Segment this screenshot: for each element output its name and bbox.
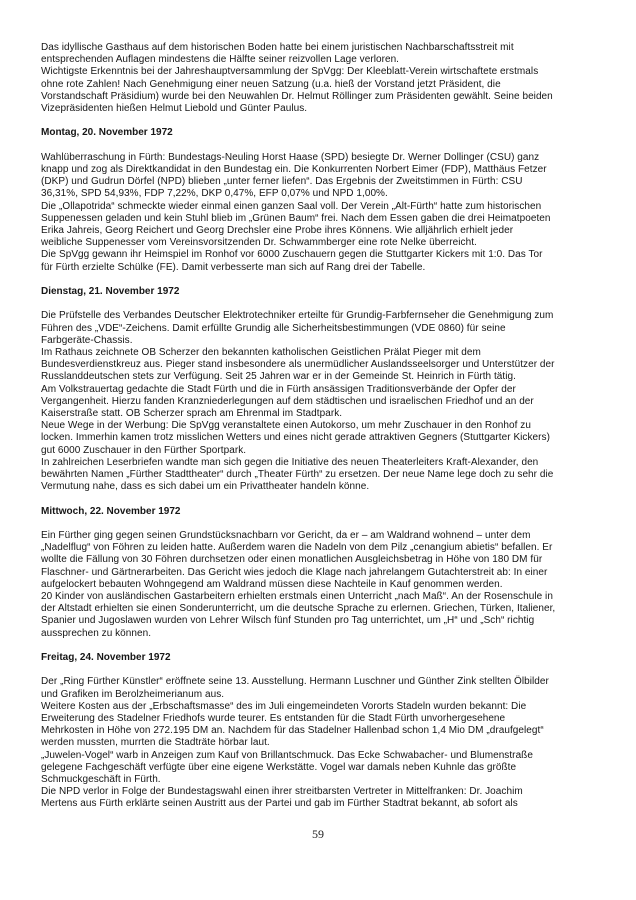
text-line: Der „Ring Fürther Künstler“ eröffnete seine 13. Ausstellung. Hermann Luschner und Günther Zink stellten Ölbilder (41, 676, 549, 688)
date-heading: Mittwoch, 22. November 1972 (41, 505, 181, 517)
text-line: „Juwelen-Vogel“ warb in Anzeigen zum Kauf von Brillantschmuck. Das Ecke Schwabacher- und Blumenstraße (41, 749, 533, 761)
text-line: Russlanddeutschen stets zur Verfügung. Seit 25 Jahren war er in der Gemeinde St. Heinrich in Fürth tätig. (41, 371, 516, 383)
text-line: gut 6000 Zuschauer in den Fürther Sportpark. (41, 444, 247, 456)
text-line: Die Prüfstelle des Verbandes Deutscher Elektrotechniker erteilte für Grundig-Farbfernseher die Genehmigung zum (41, 310, 554, 322)
text-line: (DKP) und Gudrun Dörfel (NPD) blieben „unter ferner liefen“. Das Ergebnis der Zweitstimmen in Fürth: CSU (41, 176, 523, 188)
text-line: Wahlüberraschung in Fürth: Bundestags-Neuling Horst Haase (SPD) besiegte Dr. Werner Dollinger (CSU) ganz (41, 151, 540, 163)
text-line: knapp und zog als Direktkandidat in den Bundestag ein. Die Konkurrenten Norbert Eimer (FDP), Matthäus Fetzer (41, 164, 547, 175)
text-line: Die NPD verlor in Folge der Bundestagswahl einen ihrer streitbarsten Vertreter in Mittelfranken: Dr. Joachim (41, 786, 523, 798)
text-line: gelegene Fachgeschäft verfügte über eine eigene Werkstätte. Vogel war damals neben Kuhnle das größte (41, 761, 517, 773)
text-line: Führen des „VDE“-Zeichens. Damit erfüllte Grundig alle Sicherheitsbestimmungen (VDE 0860) für seine (41, 322, 506, 334)
date-heading: Freitag, 24. November 1972 (41, 652, 171, 664)
text-line: Im Rathaus zeichnete OB Scherzer den bekannten katholischen Geistlichen Prälat Pieger mit dem (41, 347, 481, 359)
paragraph (41, 310, 598, 493)
text-line: Farbgeräte-Chassis. (41, 334, 133, 346)
text-line: Die „Ollapotrida“ schmeckte wieder einmal einen ganzen Saal voll. Der Verein „Alt-Fürth“ hatte zum historischen (41, 200, 542, 212)
text-line: Am Volkstrauertag gedachte die Stadt Fürth und die in Fürth ansässigen Traditionsverbände der Opfer der (41, 383, 516, 395)
text-line: Die SpVgg gewann ihr Heimspiel im Ronhof vor 6000 Zuschauern gegen die Stuttgarter Kickers mit 1:0. Das Tor (41, 249, 543, 261)
text-line: Vizepräsidenten hießen Helmut Liebold und Günter Paulus. (41, 103, 308, 115)
text-line: Suppenessen geladen und kein Stuhl blieb im „Grünen Baum“ frei. Nach dem Essen gaben die drei Heimatpoeten (41, 212, 551, 224)
text-line: Das idyllische Gasthaus auf dem historischen Boden hatte bei einem juristischen Nachbarschaftsstreit mit (41, 42, 514, 53)
text-line: Bundesverdienstkreuz aus. Pieger stand insbesondere als unermüdlicher Auslandsseelsorger und Unterstützer der (41, 359, 555, 371)
paragraph (41, 42, 598, 115)
text-line: Erweiterung des Stadelner Friedhofs wurde teurer. Es entstanden für die Stadt Fürth unvorhergesehene (41, 713, 506, 725)
document-content (41, 42, 598, 811)
text-line: Erika Jahreis, Georg Reichert und Georg Drechsler eine Probe ihres Könnens. Wie alljährlich erhielt jeder (41, 225, 514, 237)
text-line: 20 Kinder von ausländischen Gastarbeitern erhielten erstmals einen Unterricht „nach Maß“. An der Rosenschule in (41, 591, 553, 603)
text-line: der Altstadt erhielten sie einen Sonderunterricht, um die deutsche Sprache zu erlernen. Griechen, Türken, Italiener, (41, 603, 556, 615)
text-line: locken. Immerhin kamen trotz misslichen Wetters und eines nicht gerade attraktiven Gegners (Stuttgarter Kickers) (41, 432, 550, 444)
text-line: und Grafiken im Berolzheimerianum aus. (41, 688, 225, 700)
paragraph (41, 676, 598, 810)
text-line: werden mussten, murrten die Stadträte hörbar laut. (41, 737, 270, 749)
text-line: Neue Wege in der Werbung: Die SpVgg veranstaltete einen Autokorso, um mehr Zuschauer in den Ronhof zu (41, 420, 531, 432)
text-line: Wichtigste Erkenntnis bei der Jahreshauptversammlung der SpVgg: Der Kleeblatt-Verein wirtschaftete erstmals (41, 66, 539, 78)
text-line: für Fürth erzielte Schülke (FE). Damit verbesserte man sich auf Rang drei der Tabelle. (41, 261, 426, 273)
text-line: 36,31%, SPD 54,93%, FDP 7,22%, DKP 0,47%, EFP 0,07% und NPD 1,00%. (41, 188, 388, 200)
text-line: Schmuckgeschäft in Fürth. (41, 774, 161, 786)
text-line: Spanier und Jugoslawen wurden von Lehrer Wilsch fünf Stunden pro Tag unterrichtet, um „H“ und „Sch“ richtig (41, 615, 535, 627)
date-heading: Montag, 20. November 1972 (41, 127, 173, 139)
text-line: wollte die Fällung von 30 Föhren durchsetzen oder einen monatlichen Ausgleichsbetrag in Höhe von 180 DM für (41, 554, 543, 566)
text-line: aussprechen zu können. (41, 627, 152, 639)
text-line: weibliche Suppenesser vom Vereinsvorsitzenden Dr. Schwammberger eine rote Nelke überreicht. (41, 237, 477, 249)
text-line: Weitere Kosten aus der „Erbschaftsmasse“ des im Juli eingemeindeten Vororts Stadeln wurden bekannt: Die (41, 700, 527, 712)
text-line: In zahlreichen Leserbriefen wandte man sich gegen die Initiative des neuen Theaterleiters Kraft-Alexander, den (41, 456, 539, 468)
text-line: entsprechenden Auflagen mindestens die Hälfte seiner reizvollen Lage verloren. (41, 54, 400, 66)
date-heading: Dienstag, 21. November 1972 (41, 286, 180, 298)
page-number: 59 (312, 827, 324, 841)
text-line: Vermutung nahe, dass es sich dabei um ein Privattheater handeln könne. (41, 481, 370, 493)
text-line: Mehrkosten in Höhe von 272.195 DM an. Nachdem für das Stadelner Hallenbad schon 1,4 Mio DM „draufgelegt“ (41, 725, 544, 737)
text-line: Mertens aus Fürth erklärte seinen Austritt aus der Partei und gab im Fürther Stadtrat bekannt, ab sofort als (41, 798, 518, 810)
text-line: Vergangenheit. Hierzu fanden Kranzniederlegungen auf dem städtischen und israelischen Friedhof und an der (41, 395, 534, 407)
paragraph (41, 152, 598, 274)
text-line: Kaiserstraße statt. OB Scherzer sprach am Ehrenmal im Stadtpark. (41, 408, 343, 420)
text-line: Vorstandschaft Präsidium) wurde bei den Neuwahlen Dr. Helmut Röllinger zum Präsidenten gewählt. Seine beiden (41, 90, 553, 102)
paragraph (41, 530, 598, 640)
text-line: „Nadelflug“ von Föhren zu leiden hatte. Außerdem waren die Nadeln von dem Pilz „cenangium abietis“ befallen. Er (41, 542, 553, 554)
text-line: Ein Fürther ging gegen seinen Grundstücksnachbarn vor Gericht, da er – am Waldrand wohnend – unter dem (41, 530, 531, 542)
text-line: ohne rote Zahlen! Nach Genehmigung einer neuen Satzung (u.a. hieß der Vorstand jetzt Präsident, die (41, 78, 501, 90)
text-line: Flaschner- und Gärtnerarbeiten. Das Gericht wies jedoch die Klage nach jahrelangem Gutachterstreit ab: In einer (41, 566, 548, 578)
text-line: aufgelockert bebauten Wohngegend am Waldrand müssen diese Nachteile in Kauf genommen werden. (41, 578, 503, 590)
text-line: bewährten Namen „Fürther Stadttheater“ durch „Theater Fürth“ zu ersetzen. Der neue Name lege doch zu sehr die (41, 469, 554, 481)
